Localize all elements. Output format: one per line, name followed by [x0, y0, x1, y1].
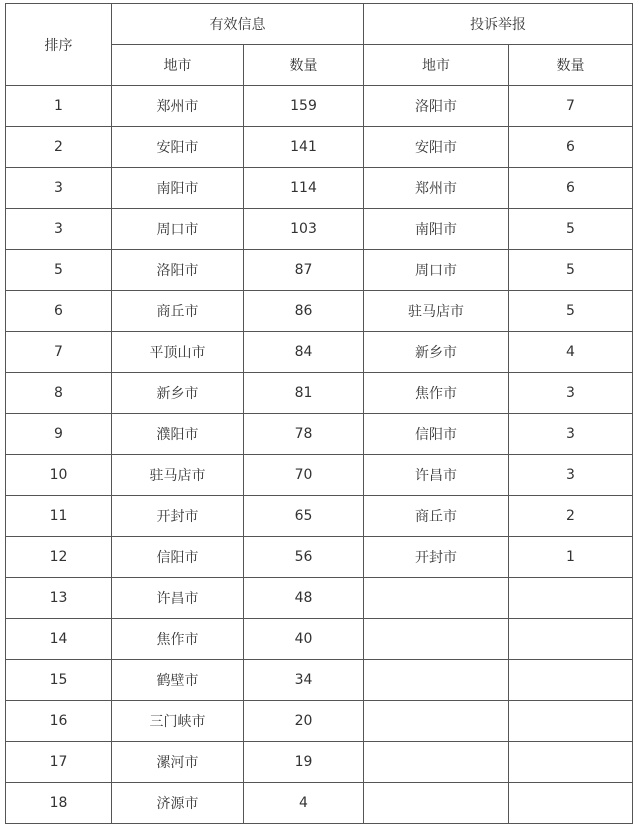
valid-city-cell: 许昌市 [112, 578, 244, 619]
complaint-city-cell: 新乡市 [364, 332, 509, 373]
table-row [6, 86, 633, 127]
complaint-city-cell: 许昌市 [364, 455, 509, 496]
complaint-city-cell: 焦作市 [364, 373, 509, 414]
complaint-city-cell [364, 660, 509, 701]
valid-count-cell: 78 [244, 414, 364, 455]
complaint-count-cell: 6 [509, 168, 633, 209]
complaint-city-cell: 信阳市 [364, 414, 509, 455]
valid-city-cell: 开封市 [112, 496, 244, 537]
valid-city-cell: 济源市 [112, 783, 244, 824]
rank-cell: 8 [6, 373, 112, 414]
complaint-city-cell: 开封市 [364, 537, 509, 578]
table-row [6, 455, 633, 496]
valid-city-cell: 郑州市 [112, 86, 244, 127]
complaint-count-cell: 6 [509, 127, 633, 168]
header-complaint-city: 地市 [364, 45, 509, 86]
valid-city-cell: 洛阳市 [112, 250, 244, 291]
table-row [6, 578, 633, 619]
rank-cell: 16 [6, 701, 112, 742]
rank-cell: 3 [6, 209, 112, 250]
valid-count-cell: 4 [244, 783, 364, 824]
complaint-count-cell: 1 [509, 537, 633, 578]
complaint-count-cell: 3 [509, 414, 633, 455]
valid-city-cell: 信阳市 [112, 537, 244, 578]
valid-city-cell: 驻马店市 [112, 455, 244, 496]
rank-cell: 10 [6, 455, 112, 496]
header-valid-count: 数量 [244, 45, 364, 86]
valid-city-cell: 新乡市 [112, 373, 244, 414]
complaint-count-cell [509, 660, 633, 701]
rank-cell: 12 [6, 537, 112, 578]
valid-count-cell: 114 [244, 168, 364, 209]
complaint-city-cell: 洛阳市 [364, 86, 509, 127]
valid-count-cell: 87 [244, 250, 364, 291]
table-row [6, 291, 633, 332]
table-row [6, 250, 633, 291]
valid-count-cell: 19 [244, 742, 364, 783]
valid-count-cell: 34 [244, 660, 364, 701]
valid-count-cell: 86 [244, 291, 364, 332]
valid-city-cell: 濮阳市 [112, 414, 244, 455]
complaint-count-cell: 5 [509, 291, 633, 332]
valid-city-cell: 三门峡市 [112, 701, 244, 742]
table-row [6, 127, 633, 168]
valid-city-cell: 周口市 [112, 209, 244, 250]
rank-cell: 7 [6, 332, 112, 373]
header-valid-info: 有效信息 [112, 4, 364, 45]
complaint-count-cell: 2 [509, 496, 633, 537]
rank-cell: 6 [6, 291, 112, 332]
city-ranking-table [5, 3, 633, 824]
table-row [6, 209, 633, 250]
complaint-count-cell [509, 619, 633, 660]
header-valid-city: 地市 [112, 45, 244, 86]
table-row [6, 701, 633, 742]
header-complaint-count: 数量 [509, 45, 633, 86]
valid-count-cell: 103 [244, 209, 364, 250]
valid-city-cell: 安阳市 [112, 127, 244, 168]
complaint-count-cell [509, 742, 633, 783]
valid-city-cell: 鹤壁市 [112, 660, 244, 701]
complaint-city-cell: 商丘市 [364, 496, 509, 537]
valid-city-cell: 焦作市 [112, 619, 244, 660]
complaint-city-cell: 周口市 [364, 250, 509, 291]
rank-cell: 17 [6, 742, 112, 783]
valid-count-cell: 20 [244, 701, 364, 742]
valid-count-cell: 141 [244, 127, 364, 168]
complaint-city-cell: 安阳市 [364, 127, 509, 168]
rank-cell: 11 [6, 496, 112, 537]
valid-city-cell: 平顶山市 [112, 332, 244, 373]
table-row [6, 496, 633, 537]
complaint-count-cell [509, 701, 633, 742]
valid-city-cell: 商丘市 [112, 291, 244, 332]
valid-city-cell: 漯河市 [112, 742, 244, 783]
complaint-count-cell: 7 [509, 86, 633, 127]
rank-cell: 5 [6, 250, 112, 291]
rank-cell: 13 [6, 578, 112, 619]
complaint-count-cell: 3 [509, 455, 633, 496]
valid-count-cell: 56 [244, 537, 364, 578]
complaint-city-cell [364, 783, 509, 824]
rank-cell: 9 [6, 414, 112, 455]
complaint-city-cell: 郑州市 [364, 168, 509, 209]
table-row [6, 742, 633, 783]
complaint-city-cell [364, 742, 509, 783]
valid-count-cell: 65 [244, 496, 364, 537]
valid-count-cell: 48 [244, 578, 364, 619]
table-body [6, 4, 633, 824]
valid-count-cell: 159 [244, 86, 364, 127]
table-row [6, 373, 633, 414]
valid-count-cell: 81 [244, 373, 364, 414]
rank-cell: 3 [6, 168, 112, 209]
table-row [6, 168, 633, 209]
complaint-count-cell: 4 [509, 332, 633, 373]
complaint-count-cell [509, 783, 633, 824]
rank-cell: 2 [6, 127, 112, 168]
table-row [6, 414, 633, 455]
complaint-city-cell [364, 619, 509, 660]
complaint-city-cell [364, 701, 509, 742]
table-row [6, 783, 633, 824]
complaint-count-cell: 3 [509, 373, 633, 414]
header-rank: 排序 [6, 4, 112, 86]
valid-count-cell: 70 [244, 455, 364, 496]
complaint-count-cell [509, 578, 633, 619]
complaint-count-cell: 5 [509, 209, 633, 250]
valid-count-cell: 40 [244, 619, 364, 660]
table-row [6, 660, 633, 701]
header-row-group [6, 4, 633, 45]
valid-count-cell: 84 [244, 332, 364, 373]
valid-city-cell: 南阳市 [112, 168, 244, 209]
rank-cell: 1 [6, 86, 112, 127]
table-row [6, 332, 633, 373]
complaint-city-cell: 南阳市 [364, 209, 509, 250]
complaint-city-cell: 驻马店市 [364, 291, 509, 332]
complaint-count-cell: 5 [509, 250, 633, 291]
complaint-city-cell [364, 578, 509, 619]
header-complaints: 投诉举报 [364, 4, 633, 45]
rank-cell: 18 [6, 783, 112, 824]
rank-cell: 14 [6, 619, 112, 660]
table-row [6, 537, 633, 578]
rank-cell: 15 [6, 660, 112, 701]
table-row [6, 619, 633, 660]
